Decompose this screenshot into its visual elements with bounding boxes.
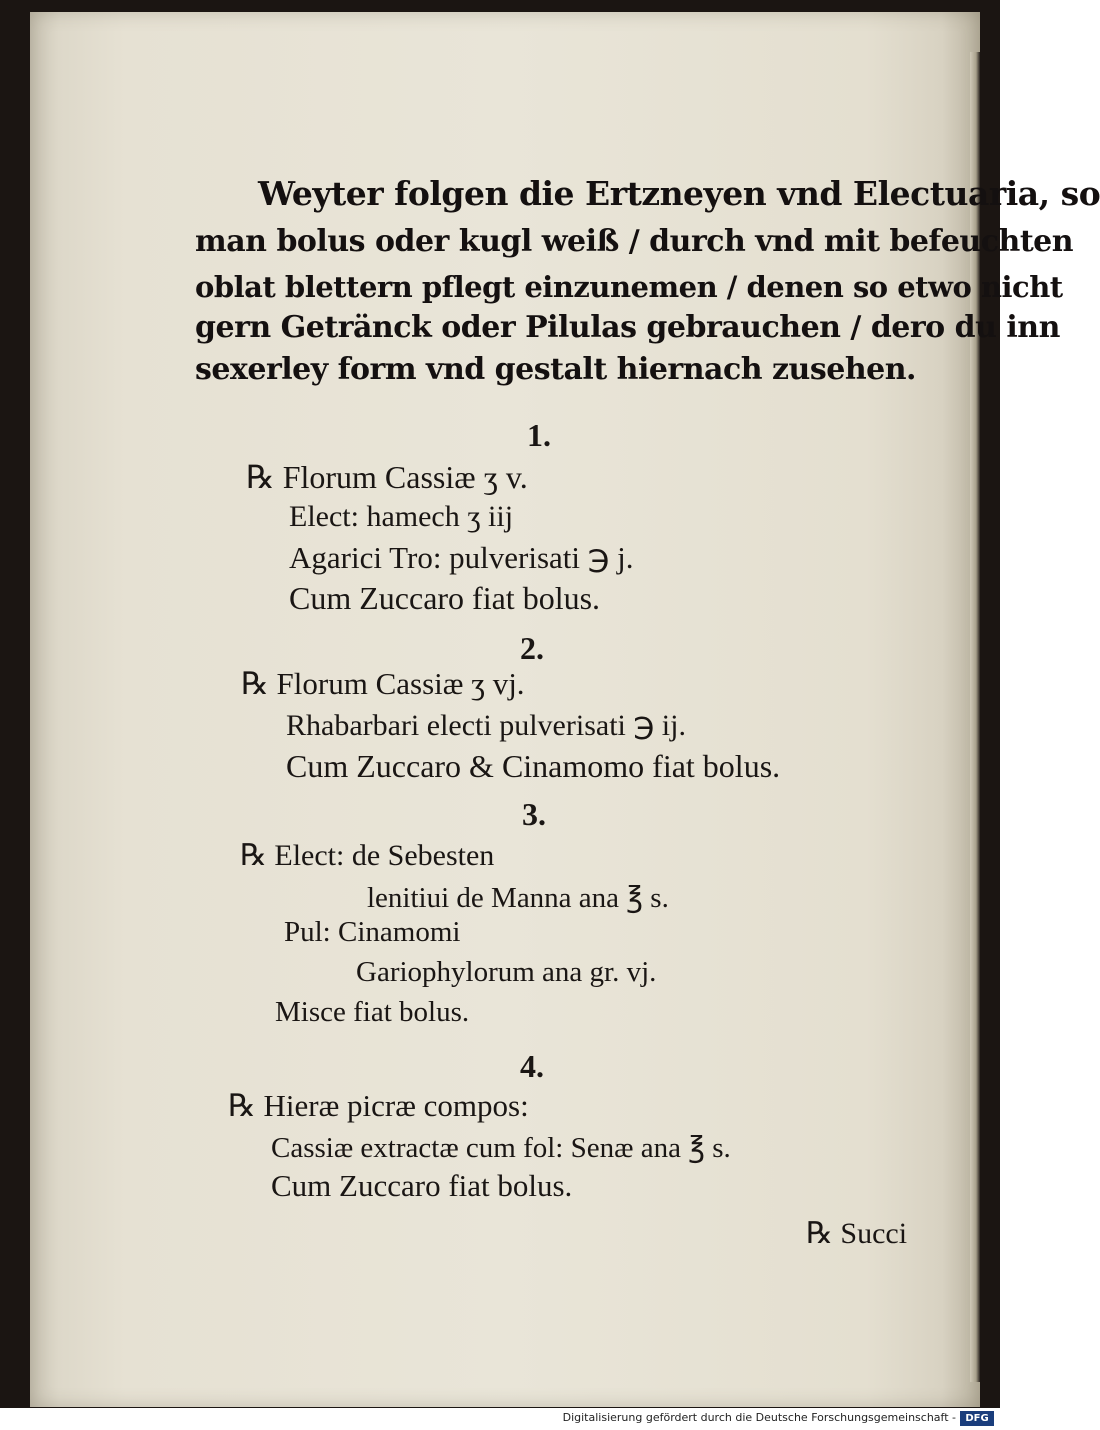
recipe-1-line-4: Cum Zuccaro fiat bolus. [289,580,601,616]
dfg-logo: DFG [960,1411,994,1426]
recipe-2-line-1: ℞ Florum Cassiæ ʒ vj. [241,666,525,701]
heading-line-5: sexerley form vnd gestalt hiernach zusehen. [195,352,916,387]
book-page [30,12,1100,1407]
recipe-3-number: 3. [522,796,546,832]
recipe-2-number: 2. [520,630,544,666]
recipe-1-line-1: ℞ Florum Cassiæ ʒ v. [246,459,528,495]
heading-line-2: man bolus oder kugl weiß / durch vnd mit befeuchten [195,224,1074,259]
recipe-4-line-3: Cum Zuccaro fiat bolus. [271,1168,573,1203]
catchword: ℞ Succi [806,1217,908,1250]
heading-line-4: gern Getränck oder Pilulas gebrauchen / dero du inn [195,310,1060,345]
recipe-3-line-2: lenitiui de Manna ana ℥ s. [367,882,669,914]
recipe-4-number: 4. [520,1048,544,1084]
recipe-1-number: 1. [527,417,551,453]
recipe-1-line-2: Elect: hamech ʒ iij [289,500,514,533]
recipe-3-line-1: ℞ Elect: de Sebesten [240,839,495,872]
recipe-3-line-4: Gariophylorum ana gr. vj. [356,956,657,988]
recipe-4-line-2: Cassiæ extractæ cum fol: Senæ ana ℥ s. [271,1132,731,1164]
recipe-4-line-1: ℞ Hieræ picræ compos: [228,1088,529,1123]
recipe-3-line-3: Pul: Cinamomi [284,916,461,948]
recipe-2-line-3: Cum Zuccaro & Cinamomo fiat bolus. [286,748,781,784]
footer-bar [0,1408,1000,1430]
heading-line-3: oblat blettern pflegt einzunemen / denen so etwo nicht [195,270,1063,304]
heading-line-1: Weyter folgen die Ertzneyen vnd Electuaria, so [258,174,1100,213]
footer-text: Digitalisierung gefördert durch die Deutsche Forschungsgemeinschaft - [562,1411,956,1424]
recipe-2-line-2: Rhabarbari electi pulverisati ℈ ij. [286,709,686,742]
recipe-1-line-3: Agarici Tro: pulverisati ℈ j. [289,540,634,575]
recipe-3-line-5: Misce fiat bolus. [275,996,470,1028]
